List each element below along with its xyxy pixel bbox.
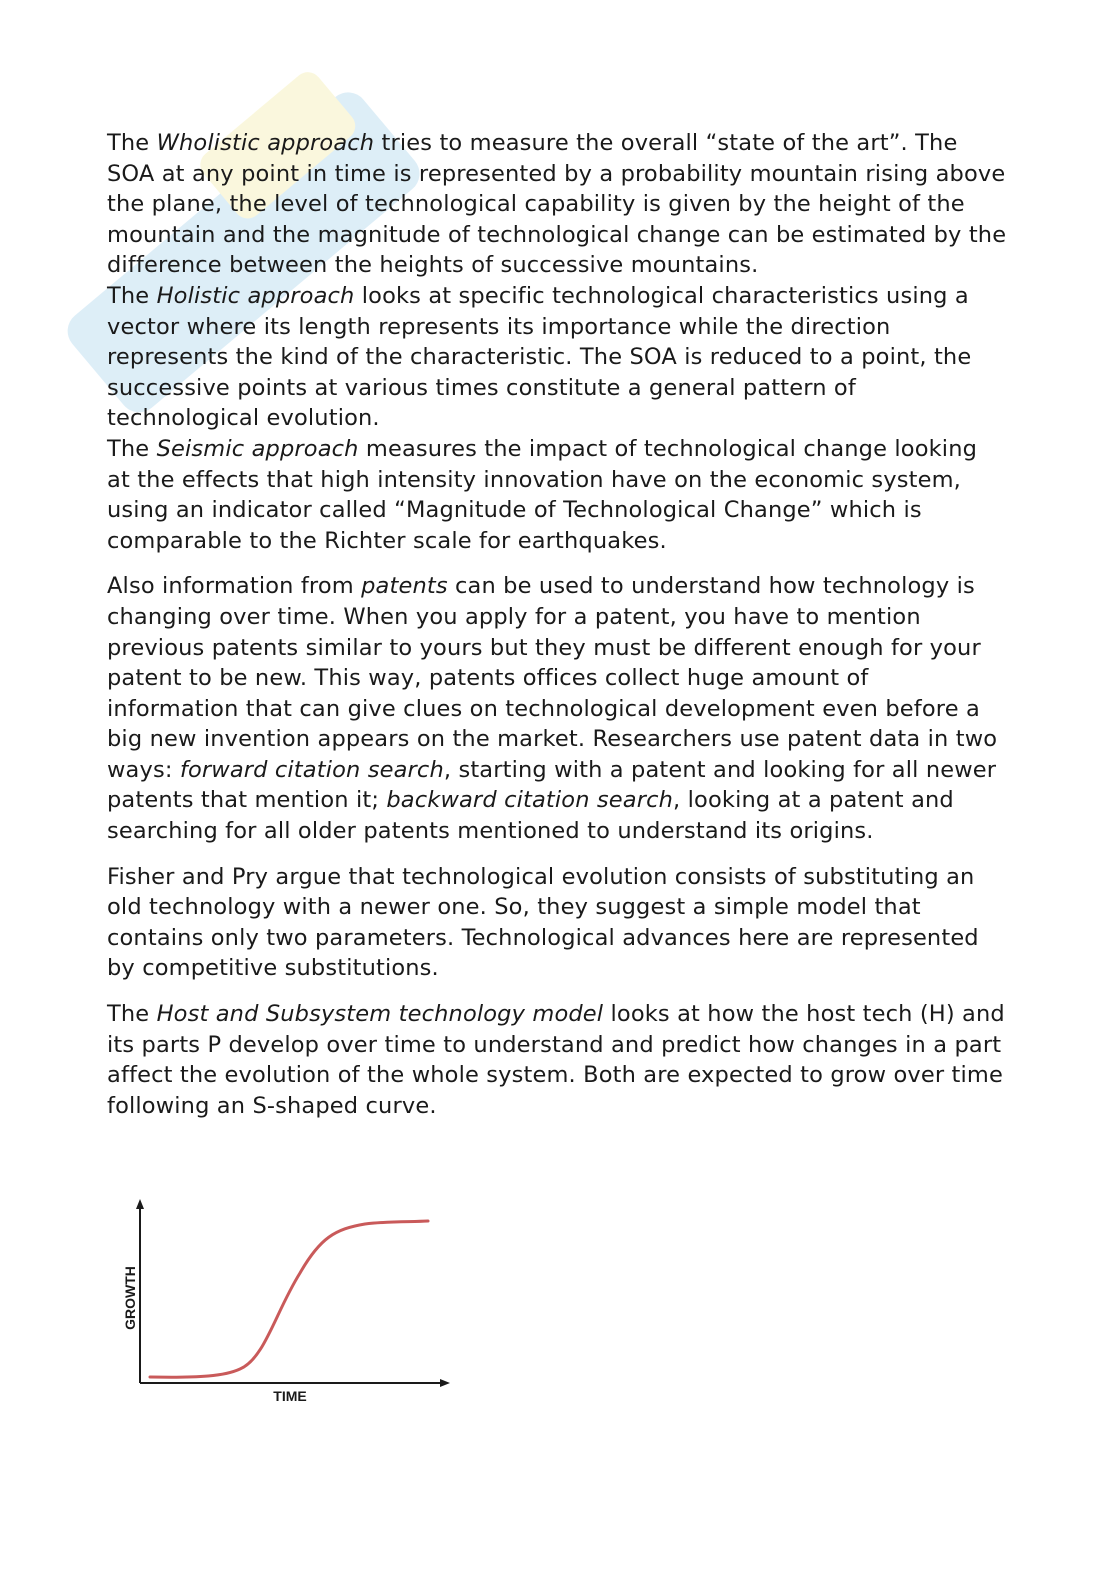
term-seismic-approach: Seismic approach bbox=[156, 435, 359, 462]
paragraph-seismic: The Seismic approach measures the impact of technological change looking at the effects that high intensity innovation have on the economic system, using an indicator called “Magnitude of Technological Change” which is comparable to the Richter scale for earthquakes. bbox=[107, 435, 978, 554]
x-axis-label: TIME bbox=[273, 1388, 307, 1404]
paragraph-holistic: The Holistic approach looks at specific technological characteristics using a vector where its length represents its importance while the direction represents the kind of the characteristic. The SOA is reduced to a point, the successive points at various times constitute a general pattern of technological evolution. bbox=[107, 282, 972, 432]
paragraph-fisher-pry: Fisher and Pry argue that technological evolution consists of substituting an old technology with a newer one. So, they suggest a simple model that contains only two parameters. Technological advances here are represented by competitive substitutions. bbox=[107, 863, 979, 982]
y-axis-arrow bbox=[136, 1199, 144, 1209]
term-host-subsystem-model: Host and Subsystem technology model bbox=[156, 1001, 604, 1028]
paragraph-host-subsystem: The Host and Subsystem technology model looks at how the host tech (H) and its parts P develop over time to understand and predict how changes in a part affect the evolution of the whole system. Both are expected to grow over time following an S-shaped curve. bbox=[107, 1001, 1005, 1119]
term-patents: patents bbox=[361, 573, 448, 600]
paragraph-wholistic: The Wholistic approach tries to measure the overall “state of the art”. The SOA at any point in time is represented by a probability mountain rising above the plane, the level of technological capability is given by the height of the mountain and the magnitude of technological change can be estimated by the difference between the heights of successive mountains. bbox=[107, 130, 1007, 279]
y-axis-label: GROWTH bbox=[122, 1266, 138, 1330]
document-body bbox=[107, 128, 1007, 1121]
term-holistic-approach: Holistic approach bbox=[156, 282, 355, 309]
s-curve-line bbox=[150, 1221, 428, 1377]
term-backward-citation-search: backward citation search bbox=[386, 787, 674, 814]
paragraph-patents: Also information from patents can be used to understand how technology is changing over time. When you apply for a patent, you have to mention previous patents similar to yours but they must be different enough for your patent to be new. This way, patents offices collect huge amount of information that can give clues on technological development even before a big new invention appears on the market. Researchers use patent data in two ways: forward citation search, starting with a patent and looking for all newer patents that mention it; backward citation search, looking at a patent and searching for all older patents mentioned to understand its origins. bbox=[107, 573, 998, 845]
term-forward-citation-search: forward citation search bbox=[179, 756, 444, 783]
term-wholistic-approach: Wholistic approach bbox=[156, 130, 375, 156]
x-axis-arrow bbox=[440, 1379, 450, 1387]
s-curve-chart bbox=[110, 1193, 460, 1408]
s-curve-figure bbox=[110, 1193, 460, 1408]
